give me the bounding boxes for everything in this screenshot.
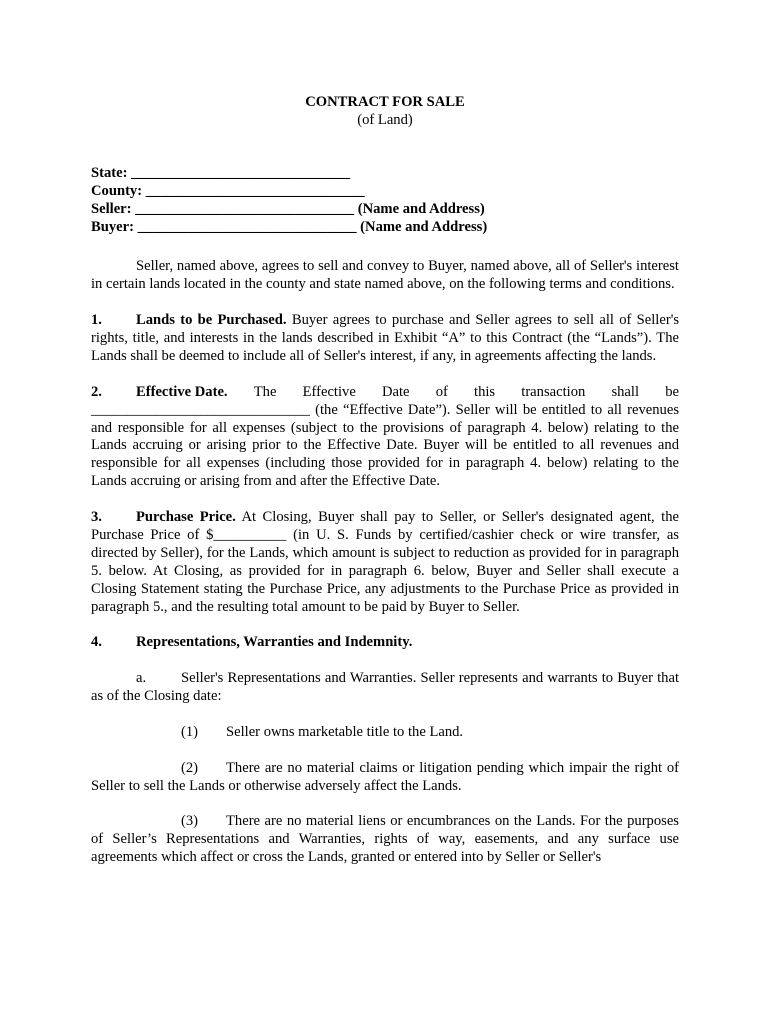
section-1-number: 1.: [91, 312, 102, 329]
county-field: County: ______________________________: [91, 182, 365, 199]
section-2-word: transaction: [521, 383, 586, 400]
list-item-number: (1): [181, 723, 199, 740]
page-subtitle: (of Land): [357, 111, 413, 128]
party-fields: [91, 165, 679, 237]
section-3-text: At Closing, Buyer shall pay to Seller, or Seller's designated agent, the Purchase Price of $__________ (in U. S. Funds by certified/cashier check or wire transfer, as directed by Seller), for the Lands, which amount is subject to reduction as provided for in paragraph 5. below. At Closing, as provided for in paragraph 6. below, Buyer and Seller shall execute a Closing Statement stating the Purchase Price, any adjustments to the Purchase Price as provided in paragraph 5., and the resulting total amount to be paid by Buyer to Seller.: [91, 509, 679, 615]
list-item: [91, 760, 679, 796]
section-2-heading: Effective Date.: [136, 383, 228, 400]
section-2-number: 2.: [91, 383, 102, 400]
section-1-text: Buyer agrees to purchase and Seller agrees to sell all of Seller's rights, title, and interests in the lands described in Exhibit “A” to this Contract (the “Lands”). The Lands shall be deemed to include all of Seller's interest, if any, in agreements affecting the lands.: [91, 312, 680, 364]
section-2-word: shall: [611, 383, 640, 400]
buyer-field: Buyer: ______________________________ (Name and Address): [91, 218, 488, 235]
section-3: [91, 509, 679, 616]
section-2-word: this: [474, 383, 496, 400]
state-field: State: ______________________________: [91, 164, 351, 181]
section-2-word: Effective: [302, 383, 356, 400]
section-4: [91, 634, 679, 652]
section-2: [91, 384, 679, 491]
list-item-text: Seller owns marketable title to the Land.: [226, 723, 464, 740]
section-2-first-line: [91, 384, 679, 402]
list-item-text: There are no material claims or litigation pending which impair the right of Seller to sell the Lands or otherwise adversely affect the Lands.: [91, 759, 679, 794]
section-4-number: 4.: [91, 634, 102, 651]
section-2-word: of: [435, 383, 448, 400]
subsection-a-text: Seller's Representations and Warranties. Seller represents and warrants to Buyer that as of the Closing date:: [91, 670, 679, 705]
section-2-text: ______________________________ (the “Effective Date”). Seller will be entitled to all revenues and responsible for all expenses (subject to the provisions of paragraph 4. below) relating to the Lands accruing or arising prior to the Effective Date. Buyer will be entitled to all revenues and responsible for all expenses (including those provided for in paragraph 4. below) relating to the Lands accruing or arising from and after the Effective Date.: [91, 401, 679, 490]
section-3-heading: Purchase Price.: [136, 509, 236, 526]
list-item-number: (3): [181, 813, 199, 830]
section-1-heading: Lands to be Purchased.: [136, 312, 287, 329]
list-item-number: (2): [181, 759, 199, 776]
list-item-text: There are no material liens or encumbrances on the Lands. For the purposes of Seller’s Representations and Warranties, rights of way, easements, and any surface use agreements which affect or cross the Lands, granted or entered into by Seller or Seller's: [91, 813, 679, 866]
list-item: [91, 724, 679, 742]
section-2-word: be: [665, 383, 679, 400]
subsection-a-letter: a.: [136, 670, 147, 687]
section-4-heading: Representations, Warranties and Indemnity.: [136, 634, 413, 651]
section-1: [91, 312, 679, 366]
section-3-number: 3.: [91, 509, 102, 526]
list-item: [91, 813, 679, 867]
subsection-a: [91, 670, 679, 706]
section-2-word: Date: [381, 383, 410, 400]
seller-field: Seller: ______________________________ (Name and Address): [91, 200, 485, 217]
intro-paragraph: Seller, named above, agrees to sell and convey to Buyer, named above, all of Seller's interest in certain lands located in the county and state named above, on the following terms and conditions.: [91, 258, 679, 293]
contract-page: [91, 94, 679, 867]
section-2-word: The: [253, 383, 277, 400]
page-title: CONTRACT FOR SALE: [305, 94, 465, 110]
